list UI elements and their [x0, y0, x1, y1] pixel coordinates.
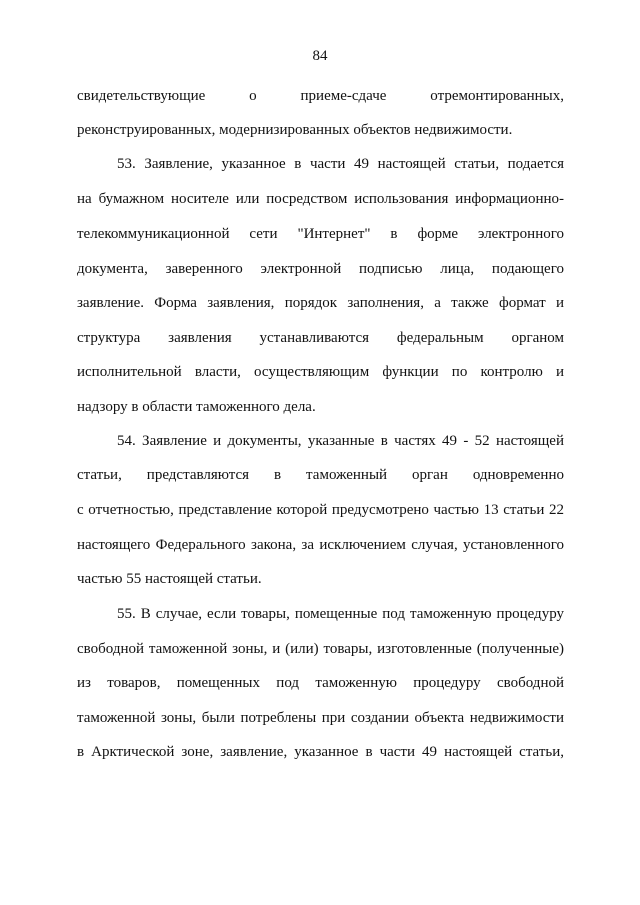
text-line: надзору в области таможенного дела. — [77, 399, 316, 415]
text-line: структура заявления устанавливаются федеральным органом — [77, 330, 564, 346]
text-line: телекоммуникационной сети "Интернет" в форме электронного — [77, 226, 564, 242]
paragraph-start-line: 54. Заявление и документы, указанные в частях 49 - 52 настоящей — [117, 433, 564, 449]
text-line: частью 55 настоящей статьи. — [77, 571, 262, 587]
text-line: документа, заверенного электронной подписью лица, подающего — [77, 261, 564, 277]
paragraph-start-line: 53. Заявление, указанное в части 49 настоящей статьи, подается — [117, 156, 564, 172]
text-line: таможенной зоны, были потреблены при создании объекта недвижимости — [77, 710, 564, 726]
text-line: исполнительной власти, осуществляющим функции по контролю и — [77, 364, 564, 380]
text-line: заявление. Форма заявления, порядок заполнения, а также формат и — [77, 295, 564, 311]
text-line: свидетельствующие о приеме-сдаче отремонтированных, — [77, 88, 564, 104]
text-line: реконструированных, модернизированных объектов недвижимости. — [77, 122, 513, 138]
text-line: из товаров, помещенных под таможенную процедуру свободной — [77, 675, 564, 691]
text-line: на бумажном носителе или посредством использования информационно- — [77, 191, 564, 207]
text-line: настоящего Федерального закона, за исключением случая, установленного — [77, 537, 564, 553]
paragraph-start-line: 55. В случае, если товары, помещенные под таможенную процедуру — [117, 606, 564, 622]
text-line: в Арктической зоне, заявление, указанное в части 49 настоящей статьи, — [77, 744, 564, 760]
page-number: 84 — [312, 48, 328, 64]
text-line: свободной таможенной зоны, и (или) товары, изготовленные (полученные) — [77, 641, 564, 657]
text-line: статьи, представляются в таможенный орган одновременно — [77, 467, 564, 483]
text-line: с отчетностью, представление которой предусмотрено частью 13 статьи 22 — [77, 502, 564, 518]
